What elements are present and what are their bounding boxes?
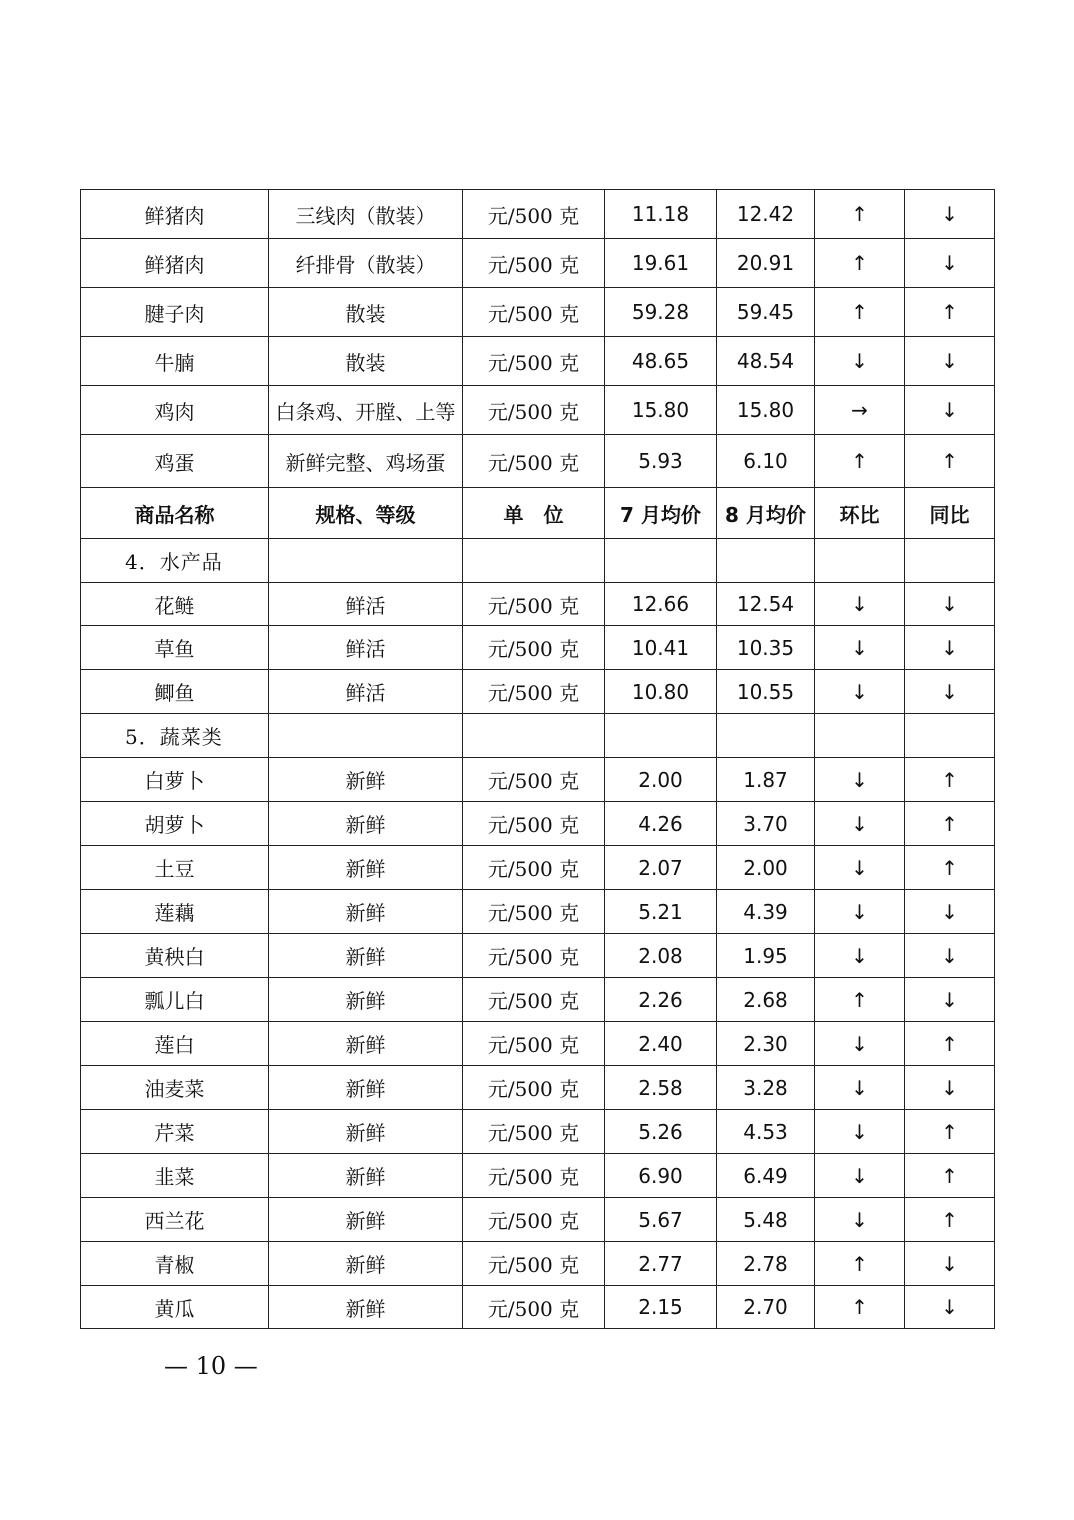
cell-spec: 新鲜 (269, 978, 463, 1022)
cell-unit: 元/500 克 (463, 758, 605, 802)
table-row (81, 1242, 995, 1286)
cell-jul: 2.77 (605, 1242, 717, 1286)
cell-aug: 2.68 (717, 978, 815, 1022)
cell-mom: ↓ (815, 1066, 905, 1110)
cell-name: 鲜猪肉 (81, 239, 269, 288)
cell-aug: 15.80 (717, 386, 815, 435)
cell-mom: ↑ (815, 1286, 905, 1329)
cell-mom: ↓ (815, 890, 905, 934)
cell-spec: 新鲜 (269, 1022, 463, 1066)
cell-yoy: ↑ (905, 1154, 995, 1198)
cell-unit: 元/500 克 (463, 239, 605, 288)
cell-aug: 5.48 (717, 1198, 815, 1242)
empty-cell (269, 539, 463, 583)
cell-name: 腱子肉 (81, 288, 269, 337)
cell-unit: 元/500 克 (463, 583, 605, 626)
cell-yoy: ↑ (905, 1110, 995, 1154)
cell-unit: 元/500 克 (463, 386, 605, 435)
empty-cell (717, 539, 815, 583)
cell-aug: 2.00 (717, 846, 815, 890)
cell-spec: 鲜活 (269, 583, 463, 626)
cell-yoy: ↑ (905, 758, 995, 802)
cell-unit: 元/500 克 (463, 670, 605, 714)
cell-jul: 2.00 (605, 758, 717, 802)
empty-cell (815, 539, 905, 583)
cell-mom: ↓ (815, 626, 905, 670)
cell-aug: 59.45 (717, 288, 815, 337)
table-row (81, 802, 995, 846)
table-row (81, 1022, 995, 1066)
cell-mom: ↑ (815, 1242, 905, 1286)
cell-mom: ↓ (815, 934, 905, 978)
cell-aug: 48.54 (717, 337, 815, 386)
cell-jul: 11.18 (605, 190, 717, 239)
cell-yoy: ↓ (905, 934, 995, 978)
table-row (81, 670, 995, 714)
cell-mom: ↑ (815, 978, 905, 1022)
table-row (81, 934, 995, 978)
empty-cell (463, 539, 605, 583)
cell-yoy: ↑ (905, 802, 995, 846)
cell-name: 花鲢 (81, 583, 269, 626)
table-row (81, 846, 995, 890)
cell-name: 鸡肉 (81, 386, 269, 435)
cell-yoy: ↑ (905, 435, 995, 488)
cell-yoy: ↑ (905, 1022, 995, 1066)
cell-spec: 新鲜 (269, 758, 463, 802)
section-row (81, 714, 995, 758)
cell-jul: 5.67 (605, 1198, 717, 1242)
cell-mom: ↑ (815, 288, 905, 337)
table-header-row (81, 488, 995, 539)
cell-name: 西兰花 (81, 1198, 269, 1242)
cell-yoy: ↓ (905, 386, 995, 435)
cell-unit: 元/500 克 (463, 435, 605, 488)
header-yoy: 同比 (905, 488, 995, 539)
cell-unit: 元/500 克 (463, 934, 605, 978)
empty-cell (269, 714, 463, 758)
cell-name: 莲藕 (81, 890, 269, 934)
cell-unit: 元/500 克 (463, 802, 605, 846)
header-mom: 环比 (815, 488, 905, 539)
cell-aug: 6.49 (717, 1154, 815, 1198)
cell-name: 韭菜 (81, 1154, 269, 1198)
table-row (81, 583, 995, 626)
cell-yoy: ↓ (905, 890, 995, 934)
cell-name: 黄瓜 (81, 1286, 269, 1329)
cell-jul: 48.65 (605, 337, 717, 386)
cell-mom: ↑ (815, 239, 905, 288)
empty-cell (815, 714, 905, 758)
cell-name: 黄秧白 (81, 934, 269, 978)
cell-name: 牛腩 (81, 337, 269, 386)
cell-aug: 4.39 (717, 890, 815, 934)
cell-unit: 元/500 克 (463, 1110, 605, 1154)
cell-aug: 2.30 (717, 1022, 815, 1066)
cell-unit: 元/500 克 (463, 626, 605, 670)
cell-mom: ↑ (815, 190, 905, 239)
cell-yoy: ↓ (905, 1066, 995, 1110)
cell-aug: 10.35 (717, 626, 815, 670)
empty-cell (717, 714, 815, 758)
table-row (81, 386, 995, 435)
table-row (81, 978, 995, 1022)
cell-mom: ↓ (815, 1198, 905, 1242)
cell-spec: 新鲜 (269, 1242, 463, 1286)
cell-spec: 新鲜 (269, 1198, 463, 1242)
cell-spec: 新鲜 (269, 1286, 463, 1329)
cell-jul: 59.28 (605, 288, 717, 337)
cell-yoy: ↓ (905, 190, 995, 239)
cell-spec: 鲜活 (269, 670, 463, 714)
table-row (81, 758, 995, 802)
cell-spec: 新鲜 (269, 846, 463, 890)
cell-yoy: ↑ (905, 846, 995, 890)
cell-unit: 元/500 克 (463, 978, 605, 1022)
table-row (81, 435, 995, 488)
cell-unit: 元/500 克 (463, 846, 605, 890)
header-jul: 7 月均价 (605, 488, 717, 539)
cell-aug: 3.28 (717, 1066, 815, 1110)
cell-spec: 散装 (269, 337, 463, 386)
cell-mom: ↓ (815, 1022, 905, 1066)
table-row (81, 288, 995, 337)
table-row (81, 1198, 995, 1242)
cell-unit: 元/500 克 (463, 337, 605, 386)
cell-jul: 5.26 (605, 1110, 717, 1154)
cell-mom: ↓ (815, 1154, 905, 1198)
cell-jul: 12.66 (605, 583, 717, 626)
cell-jul: 5.93 (605, 435, 717, 488)
cell-spec: 三线肉（散装） (269, 190, 463, 239)
price-table (80, 189, 995, 1329)
cell-jul: 2.07 (605, 846, 717, 890)
cell-jul: 10.41 (605, 626, 717, 670)
cell-yoy: ↓ (905, 337, 995, 386)
cell-mom: ↑ (815, 435, 905, 488)
cell-mom: ↓ (815, 802, 905, 846)
cell-name: 瓢儿白 (81, 978, 269, 1022)
cell-name: 青椒 (81, 1242, 269, 1286)
cell-jul: 15.80 (605, 386, 717, 435)
cell-spec: 新鲜 (269, 1110, 463, 1154)
cell-name: 胡萝卜 (81, 802, 269, 846)
cell-aug: 1.87 (717, 758, 815, 802)
cell-unit: 元/500 克 (463, 1286, 605, 1329)
cell-yoy: ↓ (905, 583, 995, 626)
cell-name: 白萝卜 (81, 758, 269, 802)
header-name: 商品名称 (81, 488, 269, 539)
cell-unit: 元/500 克 (463, 1066, 605, 1110)
cell-yoy: ↑ (905, 1198, 995, 1242)
table-row (81, 1066, 995, 1110)
empty-cell (905, 714, 995, 758)
cell-spec: 白条鸡、开膛、上等 (269, 386, 463, 435)
table-row (81, 337, 995, 386)
cell-yoy: ↓ (905, 670, 995, 714)
cell-name: 芹菜 (81, 1110, 269, 1154)
cell-spec: 新鲜 (269, 1154, 463, 1198)
cell-spec: 新鲜 (269, 802, 463, 846)
cell-jul: 10.80 (605, 670, 717, 714)
cell-name: 油麦菜 (81, 1066, 269, 1110)
table-body (81, 190, 995, 1329)
cell-aug: 3.70 (717, 802, 815, 846)
cell-mom: ↓ (815, 583, 905, 626)
cell-mom: ↓ (815, 670, 905, 714)
cell-unit: 元/500 克 (463, 890, 605, 934)
cell-spec: 新鲜 (269, 934, 463, 978)
cell-name: 鸡蛋 (81, 435, 269, 488)
cell-yoy: ↓ (905, 239, 995, 288)
section-label: 4．水产品 (81, 539, 269, 583)
cell-mom: ↓ (815, 758, 905, 802)
table-row (81, 1286, 995, 1329)
cell-aug: 20.91 (717, 239, 815, 288)
cell-yoy: ↓ (905, 626, 995, 670)
empty-cell (905, 539, 995, 583)
cell-unit: 元/500 克 (463, 190, 605, 239)
cell-aug: 12.42 (717, 190, 815, 239)
cell-aug: 12.54 (717, 583, 815, 626)
cell-spec: 新鲜 (269, 1066, 463, 1110)
cell-jul: 2.08 (605, 934, 717, 978)
cell-unit: 元/500 克 (463, 288, 605, 337)
cell-jul: 4.26 (605, 802, 717, 846)
header-aug: 8 月均价 (717, 488, 815, 539)
header-unit: 单 位 (463, 488, 605, 539)
cell-unit: 元/500 克 (463, 1154, 605, 1198)
cell-spec: 新鲜 (269, 890, 463, 934)
cell-jul: 2.26 (605, 978, 717, 1022)
cell-name: 鲫鱼 (81, 670, 269, 714)
cell-yoy: ↑ (905, 288, 995, 337)
cell-yoy: ↓ (905, 1286, 995, 1329)
section-label: 5．蔬菜类 (81, 714, 269, 758)
empty-cell (463, 714, 605, 758)
cell-mom: → (815, 386, 905, 435)
cell-name: 鲜猪肉 (81, 190, 269, 239)
cell-jul: 19.61 (605, 239, 717, 288)
page-number: — 10 — (164, 1352, 258, 1380)
cell-yoy: ↓ (905, 1242, 995, 1286)
cell-unit: 元/500 克 (463, 1242, 605, 1286)
cell-name: 草鱼 (81, 626, 269, 670)
cell-spec: 新鲜完整、鸡场蛋 (269, 435, 463, 488)
empty-cell (605, 714, 717, 758)
cell-aug: 4.53 (717, 1110, 815, 1154)
cell-jul: 2.40 (605, 1022, 717, 1066)
table-row (81, 1110, 995, 1154)
cell-mom: ↓ (815, 337, 905, 386)
cell-unit: 元/500 克 (463, 1198, 605, 1242)
cell-spec: 散装 (269, 288, 463, 337)
table-row (81, 1154, 995, 1198)
cell-unit: 元/500 克 (463, 1022, 605, 1066)
cell-aug: 2.78 (717, 1242, 815, 1286)
section-row (81, 539, 995, 583)
cell-mom: ↓ (815, 846, 905, 890)
cell-jul: 5.21 (605, 890, 717, 934)
cell-jul: 6.90 (605, 1154, 717, 1198)
cell-aug: 1.95 (717, 934, 815, 978)
table-row (81, 626, 995, 670)
cell-name: 莲白 (81, 1022, 269, 1066)
cell-aug: 2.70 (717, 1286, 815, 1329)
empty-cell (605, 539, 717, 583)
cell-aug: 6.10 (717, 435, 815, 488)
cell-name: 土豆 (81, 846, 269, 890)
cell-yoy: ↓ (905, 978, 995, 1022)
cell-aug: 10.55 (717, 670, 815, 714)
cell-jul: 2.15 (605, 1286, 717, 1329)
cell-spec: 鲜活 (269, 626, 463, 670)
cell-spec: 纤排骨（散装） (269, 239, 463, 288)
table-row (81, 239, 995, 288)
header-spec: 规格、等级 (269, 488, 463, 539)
cell-jul: 2.58 (605, 1066, 717, 1110)
table-row (81, 890, 995, 934)
cell-mom: ↓ (815, 1110, 905, 1154)
table-row (81, 190, 995, 239)
